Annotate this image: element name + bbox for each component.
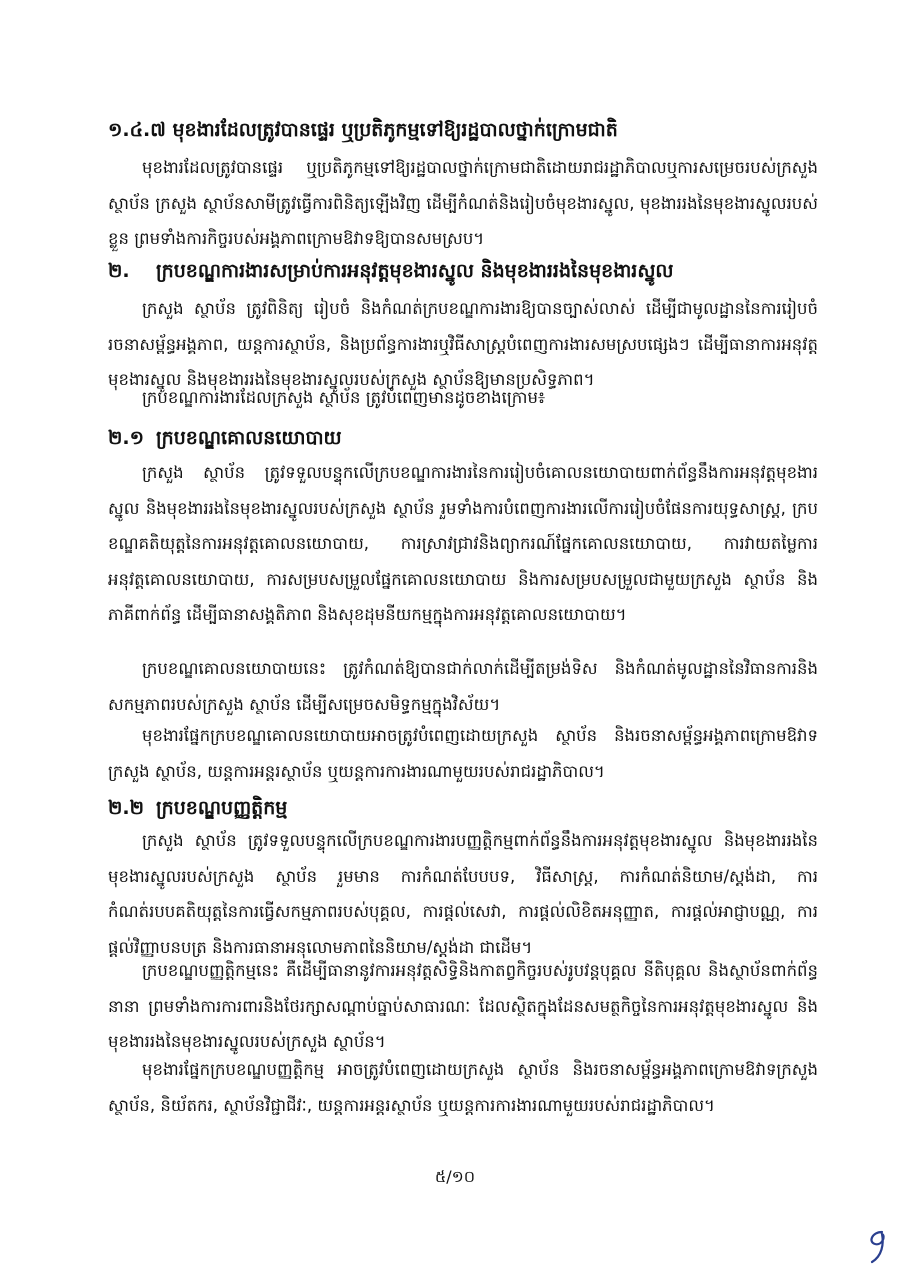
paragraph-text: មុខងារផ្នែកក្របខណ្ឌបញ្ញត្តិកម្ម អាចត្រូវបំពេញដោយក្រសួង ស្ថាប័ន និងរចនាសម្ព័ន្ធអង្គភាពក្រោមឱវាទក្រសួង ស្ថាប័ន, និយ័តករ, ស្ថាប័នវិជ្ជាជីវៈ, យន្តការអន្តរស្ថាប័ន ឬយន្តការការងារណាមួយរបស់រាជរដ្ឋាភិបាល។: [108, 1060, 818, 1115]
paragraph-text: ក្របខណ្ឌការងារដែលក្រសួង ស្ថាប័ន ត្រូវបំពេញមានដូចខាងក្រោម៖: [142, 388, 546, 407]
section-2-heading: [108, 252, 818, 290]
section-title: ក្របខណ្ឌគោលនយោបាយ: [156, 427, 342, 449]
section-2-1-paragraph-3: [108, 718, 818, 789]
section-1-4-7-heading: ១.៤.៧ មុខងារដែលត្រូវបានផ្ទេរ ឬប្រតិភូកម្មទៅឱ្យរដ្ឋបាលថ្នាក់ក្រោមជាតិ: [108, 119, 618, 141]
paragraph-text: ក្រសួង ស្ថាប័ន ត្រូវទទួលបន្ទុកលើក្របខណ្ឌការងារបញ្ញត្តិកម្មពាក់ព័ន្ធនឹងការអនុវត្តមុខងារស្នូល និងមុខងាររងនៃមុខងារស្នូលរបស់ក្រសួង ស្ថាប័ន រួមមាន ការកំណត់បែបបទ, វិធីសាស្ត្រ, ការកំណត់និយាម/ស្តង់ដា, ការកំណត់របបគតិយុត្តនៃការធ្វើសកម្មភាពរបស់បុគ្គល, ការផ្តល់សេវា, ការផ្តល់លិខិតអនុញ្ញាត, ការផ្តល់អាជ្ញាបណ្ណ, ការផ្តល់វិញ្ញាបនបត្រ និងការធានាអនុលោមភាពនៃនិយាម/ស្តង់ដា ជាដើម។: [108, 831, 818, 957]
section-2-2-paragraph-2: [108, 953, 818, 1059]
paragraph-text: ក្របខណ្ឌគោលនយោបាយនេះ ត្រូវកំណត់ឱ្យបានជាក់លាក់ដើម្បីតម្រង់ទិស និងកំណត់មូលដ្ឋាននៃវិធានការនិងសកម្មភាពរបស់ក្រសួង ស្ថាប័ន ដើម្បីសម្រេចសមិទ្ធកម្មក្នុងវិស័យ។: [108, 659, 818, 714]
section-2-1-paragraph-2: [108, 651, 818, 722]
section-2-1-paragraph-1: [108, 455, 818, 632]
handwritten-initial-mark: [862, 1226, 894, 1266]
section-2-2-heading: [108, 789, 818, 827]
section-2-1-heading: [108, 419, 818, 457]
paragraph-text: ក្រសួង ស្ថាប័ន ត្រូវពិនិត្យ រៀបចំ និងកំណត់ក្របខណ្ឌការងារឱ្យបានច្បាស់លាស់ ដើម្បីជាមូលដ្ឋាននៃការរៀបចំរចនាសម្ព័ន្ធអង្គភាព, យន្តការស្ថាប័ន, និងប្រព័ន្ធការងារឬវិធីសាស្ត្របំពេញការងារសមស្របផ្សេងៗ ដើម្បីធានាការអនុវត្តមុខងារស្នូល និងមុខងាររងនៃមុខងារស្នូលរបស់ក្រសួង ស្ថាប័នឱ្យមានប្រសិទ្ធភាព។: [108, 299, 818, 389]
section-title: ក្របខណ្ឌបញ្ញត្តិកម្ម: [156, 797, 288, 819]
paragraph-text: មុខងារផ្នែកក្របខណ្ឌគោលនយោបាយអាចត្រូវបំពេញដោយក្រសួង ស្ថាប័ន និងរចនាសម្ព័ន្ធអង្គភាពក្រោមឱវាទក្រសួង ស្ថាប័ន, យន្តការអន្តរស្ថាប័ន ឬយន្តការការងារណាមួយរបស់រាជរដ្ឋាភិបាល។: [108, 726, 818, 781]
paragraph-text: ក្របខណ្ឌបញ្ញត្តិកម្មនេះ គឺដើម្បីធានានូវការអនុវត្តសិទ្ធិនិងកាតព្វកិច្ចរបស់រូបវន្តបុគ្គល នីតិបុគ្គល និងស្ថាប័នពាក់ព័ន្ធនានា ព្រមទាំងការការពារនិងថែរក្សាសណ្តាប់ធ្នាប់សាធារណៈ ដែលស្ថិតក្នុងដែនសមត្ថកិច្ចនៃការអនុវត្តមុខងារស្នូល និងមុខងាររងនៃមុខងារស្នូលរបស់ក្រសួង ស្ថាប័ន។: [108, 961, 818, 1051]
section-2-2-paragraph-1: [108, 823, 818, 965]
paragraph-text: មុខងារដែលត្រូវបានផ្ទេរ ឬប្រតិភូកម្មទៅឱ្យរដ្ឋបាលថ្នាក់ក្រោមជាតិដោយរាជរដ្ឋាភិបាលឬការសម្រេចរបស់ក្រសួង ស្ថាប័ន ក្រសួង ស្ថាប័នសាមីត្រូវធ្វើការពិនិត្យឡើងវិញ ដើម្បីកំណត់និងរៀបចំមុខងារស្នូល, មុខងាររងនៃមុខងារស្នូលរបស់ខ្លួន ព្រមទាំងការកិច្ចរបស់អង្គភាពក្រោមឱវាទឱ្យបានសមស្រប។: [108, 158, 818, 248]
page-number: ៥/១០: [434, 1167, 476, 1186]
section-number: ២.: [108, 260, 130, 282]
section-2-2-paragraph-3: [108, 1052, 818, 1123]
paragraph-text: ក្រសួង ស្ថាប័ន ត្រូវទទួលបន្ទុកលើក្របខណ្ឌការងារនៃការរៀបចំគោលនយោបាយពាក់ព័ន្ធនឹងការអនុវត្តមុខងារស្នូល និងមុខងាររងនៃមុខងារស្នូលរបស់ក្រសួង ស្ថាប័ន រួមទាំងការបំពេញការងារលើការរៀបចំផែនការយុទ្ធសាស្ត្រ, ក្របខណ្ឌគតិយុត្តនៃការអនុវត្តគោលនយោបាយ, ការស្រាវជ្រាវនិងព្យាករណ៍ផ្នែកគោលនយោបាយ, ការវាយតម្លៃការអនុវត្តគោលនយោបាយ, ការសម្របសម្រួលផ្នែកគោលនយោបាយ និងការសម្របសម្រួលជាមួយក្រសួង ស្ថាប័ន និងភាគីពាក់ព័ន្ធ ដើម្បីធានាសង្គតិភាព និងសុខដុមនីយកម្មក្នុងការអនុវត្តគោលនយោបាយ។: [108, 463, 818, 624]
section-title: ក្របខណ្ឌការងារសម្រាប់ការអនុវត្តមុខងារស្នូល និងមុខងាររងនៃមុខងារស្នូល: [156, 260, 674, 282]
section-1-4-7-paragraph-1: [108, 150, 818, 255]
section-2-paragraph-2: [108, 380, 818, 416]
section-number: ២.២: [108, 797, 144, 819]
section-number: ២.១: [108, 427, 144, 449]
